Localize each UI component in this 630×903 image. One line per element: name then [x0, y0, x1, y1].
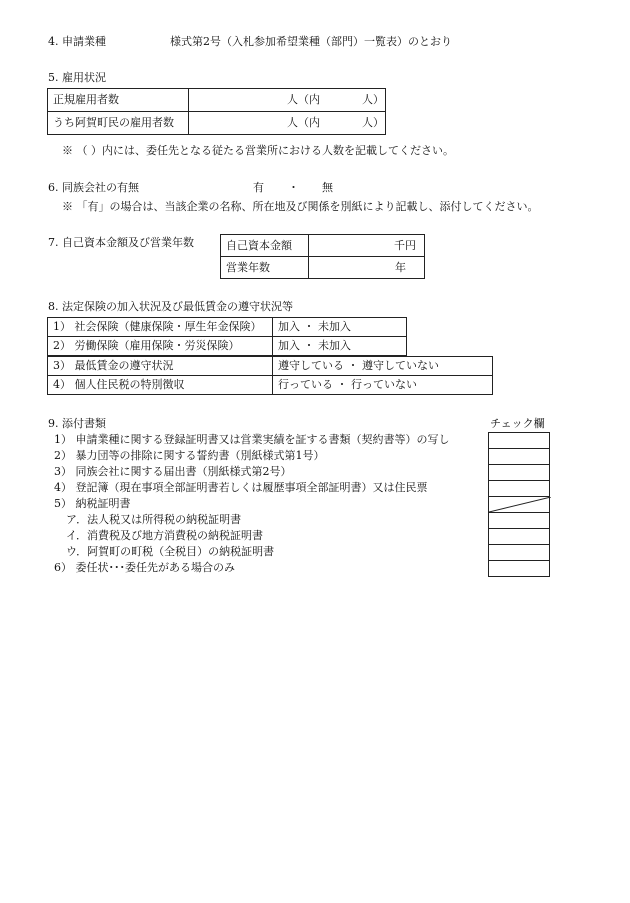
check-column: [488, 432, 550, 577]
capital-row: [221, 235, 425, 257]
section-8-heading: 8. 法定保険の加入状況及び最低賃金の遵守状況等: [48, 300, 293, 313]
insurance-row: [48, 318, 407, 337]
employment-unit: 人（内: [287, 116, 320, 129]
option-separator: ・: [288, 181, 299, 194]
insurance-options[interactable]: 加入 ・ 未加入: [273, 337, 407, 356]
insurance-label: 3） 最低賃金の遵守状況: [48, 357, 273, 376]
insurance-options[interactable]: 行っている ・ 行っていない: [273, 376, 493, 395]
insurance-row: [48, 376, 493, 395]
check-box[interactable]: [488, 481, 550, 497]
section-6-heading: 6. 同族会社の有無: [48, 181, 139, 194]
employment-row: [48, 89, 386, 112]
section-7-heading: 7. 自己資本金額及び営業年数: [48, 236, 194, 249]
check-column-header: チェック欄: [490, 417, 545, 430]
check-box[interactable]: [488, 529, 550, 545]
check-box[interactable]: [488, 513, 550, 529]
capital-label: 営業年数: [221, 257, 309, 279]
insurance-row: [48, 357, 493, 376]
attachment-item: 2） 暴力団等の排除に関する誓約書（別紙様式第1号）: [54, 449, 325, 462]
attachment-item: 3） 同族会社に関する届出書（別紙様式第2号）: [54, 465, 292, 478]
option-no[interactable]: 無: [322, 181, 333, 194]
attachment-subitem: ウ．阿賀町の町税（全税目）の納税証明書: [66, 545, 275, 558]
employment-table: [47, 88, 386, 135]
insurance-label: 2） 労働保険（雇用保険・労災保険）: [48, 337, 273, 356]
check-box-disabled: [488, 497, 550, 513]
capital-value-cell[interactable]: [309, 235, 425, 257]
section-6-note: ※ 「有」の場合は、当該企業の名称、所在地及び関係を別紙により記載し、添付してください。: [62, 200, 539, 213]
attachment-item: 5） 納税証明書: [54, 497, 131, 510]
section-9-heading: 9. 添付書類: [48, 417, 106, 430]
check-box[interactable]: [488, 545, 550, 561]
capital-unit: 千円: [394, 238, 416, 252]
capital-unit: 年: [395, 260, 406, 274]
check-box[interactable]: [488, 449, 550, 465]
employment-label: 正規雇用者数: [48, 89, 189, 112]
option-yes[interactable]: 有: [253, 181, 264, 194]
employment-close: 人）: [362, 93, 384, 106]
diagonal-strike-icon: [489, 497, 551, 512]
insurance-row: [48, 337, 407, 356]
employment-label: うち阿賀町民の雇用者数: [48, 112, 189, 135]
insurance-label: 1） 社会保険（健康保険・厚生年金保険）: [48, 318, 273, 337]
insurance-label: 4） 個人住民税の特別徴収: [48, 376, 273, 395]
attachment-item: 4） 登記簿（現在事項全部証明書若しくは履歴事項全部証明書）又は住民票: [54, 481, 428, 494]
section-5-note: ※ （ ）内には、委任先となる従たる営業所における人数を記載してください。: [62, 144, 454, 157]
capital-label: 自己資本金額: [221, 235, 309, 257]
employment-value-cell[interactable]: [189, 112, 386, 135]
insurance-options[interactable]: 加入 ・ 未加入: [273, 318, 407, 337]
employment-unit: 人（内: [287, 93, 320, 106]
section-5-heading: 5. 雇用状況: [48, 71, 106, 84]
attachment-subitem: イ．消費税及び地方消費税の納税証明書: [66, 529, 264, 542]
attachment-item: 6） 委任状･･･委任先がある場合のみ: [54, 561, 235, 574]
insurance-options[interactable]: 遵守している ・ 遵守していない: [273, 357, 493, 376]
employment-value-cell[interactable]: [189, 89, 386, 112]
insurance-table-lower: [47, 356, 493, 395]
capital-row: [221, 257, 425, 279]
employment-row: [48, 112, 386, 135]
capital-table: [220, 234, 425, 279]
attachment-subitem: ア．法人税又は所得税の納税証明書: [66, 513, 242, 526]
check-box[interactable]: [488, 465, 550, 481]
check-box[interactable]: [488, 561, 550, 577]
section-4-heading: 4. 申請業種: [48, 35, 106, 48]
insurance-table-upper: [47, 317, 407, 356]
attachment-item: 1） 申請業種に関する登録証明書又は営業実績を証する書類（契約書等）の写し: [54, 433, 450, 446]
capital-value-cell[interactable]: [309, 257, 425, 279]
section-4-text: 様式第2号（入札参加希望業種（部門）一覧表）のとおり: [170, 35, 452, 48]
employment-close: 人）: [362, 116, 384, 129]
check-box[interactable]: [488, 432, 550, 449]
